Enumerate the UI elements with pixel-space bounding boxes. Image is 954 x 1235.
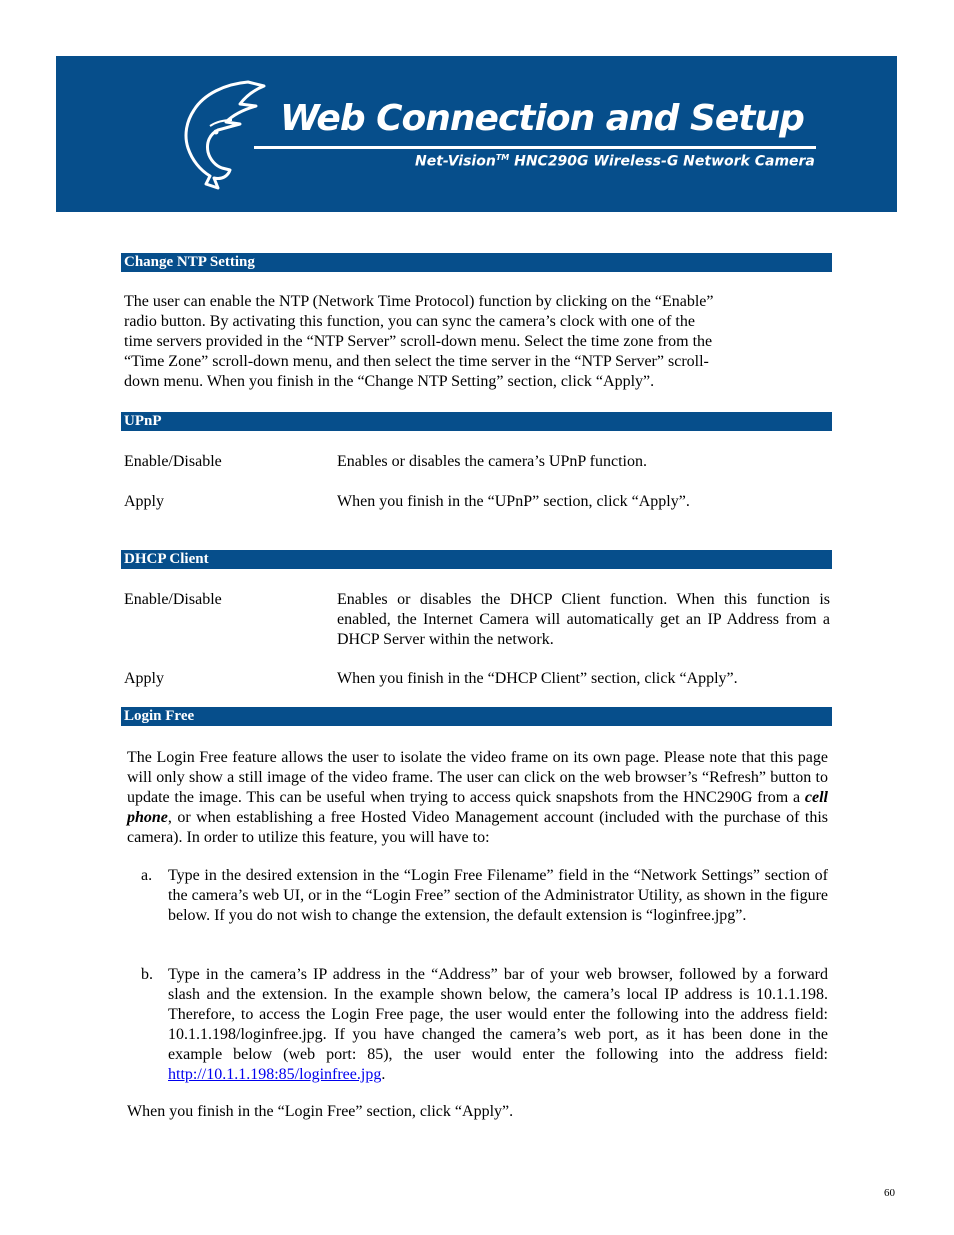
login-free-outro: When you finish in the “Login Free” section, click “Apply”.: [127, 1103, 514, 1120]
list-marker: b.: [141, 966, 153, 983]
banner-subtitle: [415, 153, 815, 170]
upnp-enable-desc: Enables or disables the camera’s UPnP function.: [337, 453, 647, 470]
upnp-apply-desc: When you finish in the “UPnP” section, click “Apply”.: [337, 493, 690, 510]
banner-rule: [254, 146, 816, 149]
intro-text-end: , or when establishing a free Hosted Video Management account (included with the purchase of this camera). In order to utilize this feature, you will have to:: [127, 809, 828, 846]
dhcp-apply-label: Apply: [124, 670, 164, 687]
page-number: 60: [884, 1187, 895, 1199]
section-heading-dhcp: DHCP Client: [121, 550, 832, 569]
intro-emphasis: cell phone: [127, 789, 828, 826]
item-b-text: Type in the camera’s IP address in the “Address” bar of your web browser, followed by a forward slash and the extension. In the example shown below, the camera’s local IP address is 10.1.1.198. Therefore, to access the Login Free page, the user would enter the following into the address field: 10.1.1.198/loginfree.jpg. If you have changed the camera’s web port, as it has been done in the example below (web port: 85), the user would enter the following into the address field:: [168, 966, 828, 1063]
dhcp-enable-desc: Enables or disables the DHCP Client function. When this function is enabled, the Internet Camera will automatically get an IP Address from a DHCP Server within the network.: [337, 591, 830, 648]
upnp-apply-label: Apply: [124, 493, 164, 510]
ntp-line: down menu. When you finish in the “Change NTP Setting” section, click “Apply”.: [124, 373, 655, 390]
ntp-line: time servers provided in the “NTP Server” scroll-down menu. Select the time zone from the: [124, 333, 713, 350]
login-free-intro: [127, 748, 828, 848]
list-item-text: Type in the desired extension in the “Login Free Filename” field in the “Network Settings” section of the camera’s web UI, or in the “Login Free” section of the Administrator Utility, as shown in the figure below. If you do not wish to change the extension, the default extension is “loginfree.jpg”.: [168, 867, 828, 924]
list-marker: a.: [141, 867, 153, 884]
list-item-text: [168, 965, 828, 1085]
section-heading-ntp: Change NTP Setting: [121, 253, 832, 272]
subtitle-model: HNC290G Wireless-G Network Camera: [509, 153, 815, 170]
ntp-line: “Time Zone” scroll-down menu, and then select the time server in the “NTP Server” scroll-: [124, 353, 709, 370]
upnp-enable-label: Enable/Disable: [124, 453, 222, 470]
loginfree-url-link[interactable]: http://10.1.1.198:85/loginfree.jpg: [168, 1066, 382, 1083]
header-banner: [56, 56, 897, 212]
section-heading-upnp: UPnP: [121, 412, 832, 431]
trademark-mark: TM: [495, 153, 510, 162]
section-heading-login-free: Login Free: [121, 707, 832, 726]
ntp-paragraph: [124, 292, 764, 392]
dhcp-apply-desc: When you finish in the “DHCP Client” section, click “Apply”.: [337, 670, 738, 687]
banner-title: Web Connection and Setup: [280, 98, 804, 139]
eagle-head-logo-icon: [170, 76, 270, 191]
subtitle-brand: Net-Vision: [415, 153, 496, 170]
ntp-line: The user can enable the NTP (Network Time Protocol) function by clicking on the “Enable”: [124, 293, 714, 310]
intro-text: The Login Free feature allows the user to isolate the video frame on its own page. Please note that this page will only show a still image of the video frame. The user can click on the web browser’s “Refresh” button to update the image. This can be useful when trying to access quick snapshots from the HNC290G from a: [127, 749, 828, 806]
item-b-end: .: [381, 1066, 386, 1083]
dhcp-enable-label: Enable/Disable: [124, 591, 222, 608]
ntp-line: radio button. By activating this function, you can sync the camera’s clock with one of the: [124, 313, 695, 330]
